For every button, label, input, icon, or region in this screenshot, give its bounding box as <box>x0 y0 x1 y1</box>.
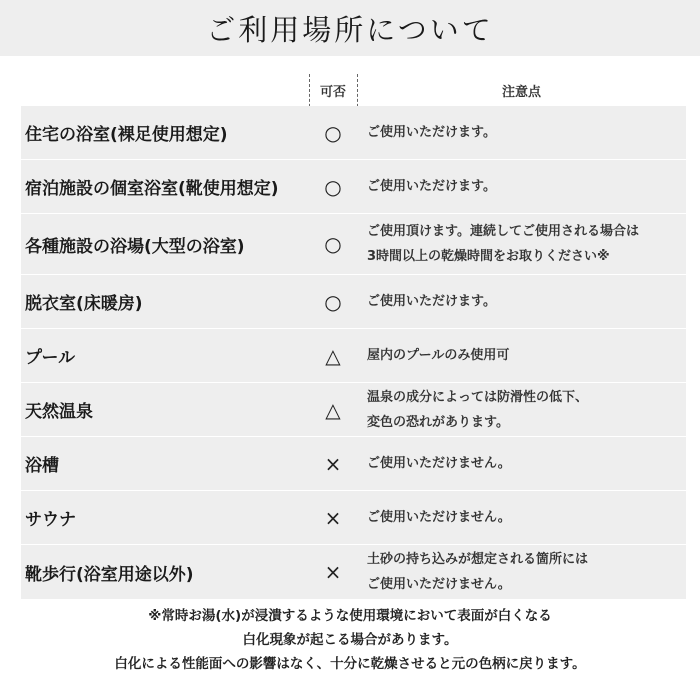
table-body <box>21 106 686 600</box>
availability-mark: × <box>324 505 342 530</box>
place-name: 浴槽 <box>25 456 59 476</box>
place-name: 天然温泉 <box>25 402 93 422</box>
availability-mark: △ <box>325 343 341 368</box>
table-row <box>21 329 686 383</box>
notes-cell <box>357 329 686 382</box>
table-row <box>21 491 686 545</box>
place-name: 住宅の浴室(裸足使用想定) <box>25 125 228 145</box>
footnote-line: ※常時お湯(水)が浸潰するような使用環境において表面が白くなる <box>148 608 552 624</box>
note-line: ご使用いただけます。 <box>367 179 496 194</box>
usage-table <box>21 74 686 600</box>
availability-mark: × <box>324 560 342 584</box>
notes-cell <box>357 383 686 436</box>
table-row <box>21 160 686 214</box>
availability-mark: ○ <box>324 120 342 145</box>
table-row <box>21 545 686 600</box>
note-line: 3時間以上の乾燥時間をお取りください※ <box>367 249 610 264</box>
note-line: ご使用頂けます。連続してご使用される場合は <box>367 224 639 239</box>
note-line: ご使用いただけません。 <box>367 510 511 525</box>
table-header <box>21 74 686 106</box>
place-name: サウナ <box>25 510 76 530</box>
note-line: ご使用いただけません。 <box>367 577 511 592</box>
availability-mark: △ <box>325 397 341 422</box>
footnote-line: 白化現象が起こる場合があります。 <box>242 632 458 648</box>
availability-mark: ○ <box>324 289 342 314</box>
table-row <box>21 275 686 329</box>
note-line: 土砂の持ち込みが想定される箇所には <box>367 552 589 567</box>
notes-cell <box>357 275 686 328</box>
place-name: プール <box>25 348 76 368</box>
table-row <box>21 214 686 275</box>
note-line: 温泉の成分によっては防滑性の低下、 <box>367 389 589 405</box>
page-title: ご利用場所について <box>206 12 494 47</box>
note-line: ご使用いただけます。 <box>367 294 496 309</box>
place-name: 宿泊施設の個室浴室(靴使用想定) <box>25 179 279 199</box>
footnote-line: 白化による性能面への影響はなく、十分に乾燥させると元の色柄に戻ります。 <box>114 656 586 672</box>
availability-mark: × <box>324 451 342 476</box>
notes-cell <box>357 437 686 490</box>
header-availability: 可否 <box>319 84 346 100</box>
title-bar <box>0 0 700 56</box>
note-line: 変色の恐れがあります。 <box>367 414 509 430</box>
place-name: 靴歩行(浴室用途以外) <box>25 564 194 585</box>
notes-cell <box>357 106 686 159</box>
availability-mark: ○ <box>324 232 342 256</box>
notes-cell <box>357 160 686 213</box>
footnote <box>0 604 700 676</box>
note-line: 屋内のプールのみ使用可 <box>367 348 510 363</box>
place-name: 各種施設の浴場(大型の浴室) <box>25 236 245 257</box>
notes-cell <box>357 545 686 599</box>
notes-cell <box>357 214 686 274</box>
table-row <box>21 383 686 437</box>
availability-mark: ○ <box>324 174 342 199</box>
table-row <box>21 106 686 160</box>
notes-cell <box>357 491 686 544</box>
table-row <box>21 437 686 491</box>
header-notes: 注意点 <box>501 84 541 100</box>
place-name: 脱衣室(床暖房) <box>25 294 143 314</box>
note-line: ご使用いただけます。 <box>367 125 496 140</box>
note-line: ご使用いただけません。 <box>367 456 511 471</box>
